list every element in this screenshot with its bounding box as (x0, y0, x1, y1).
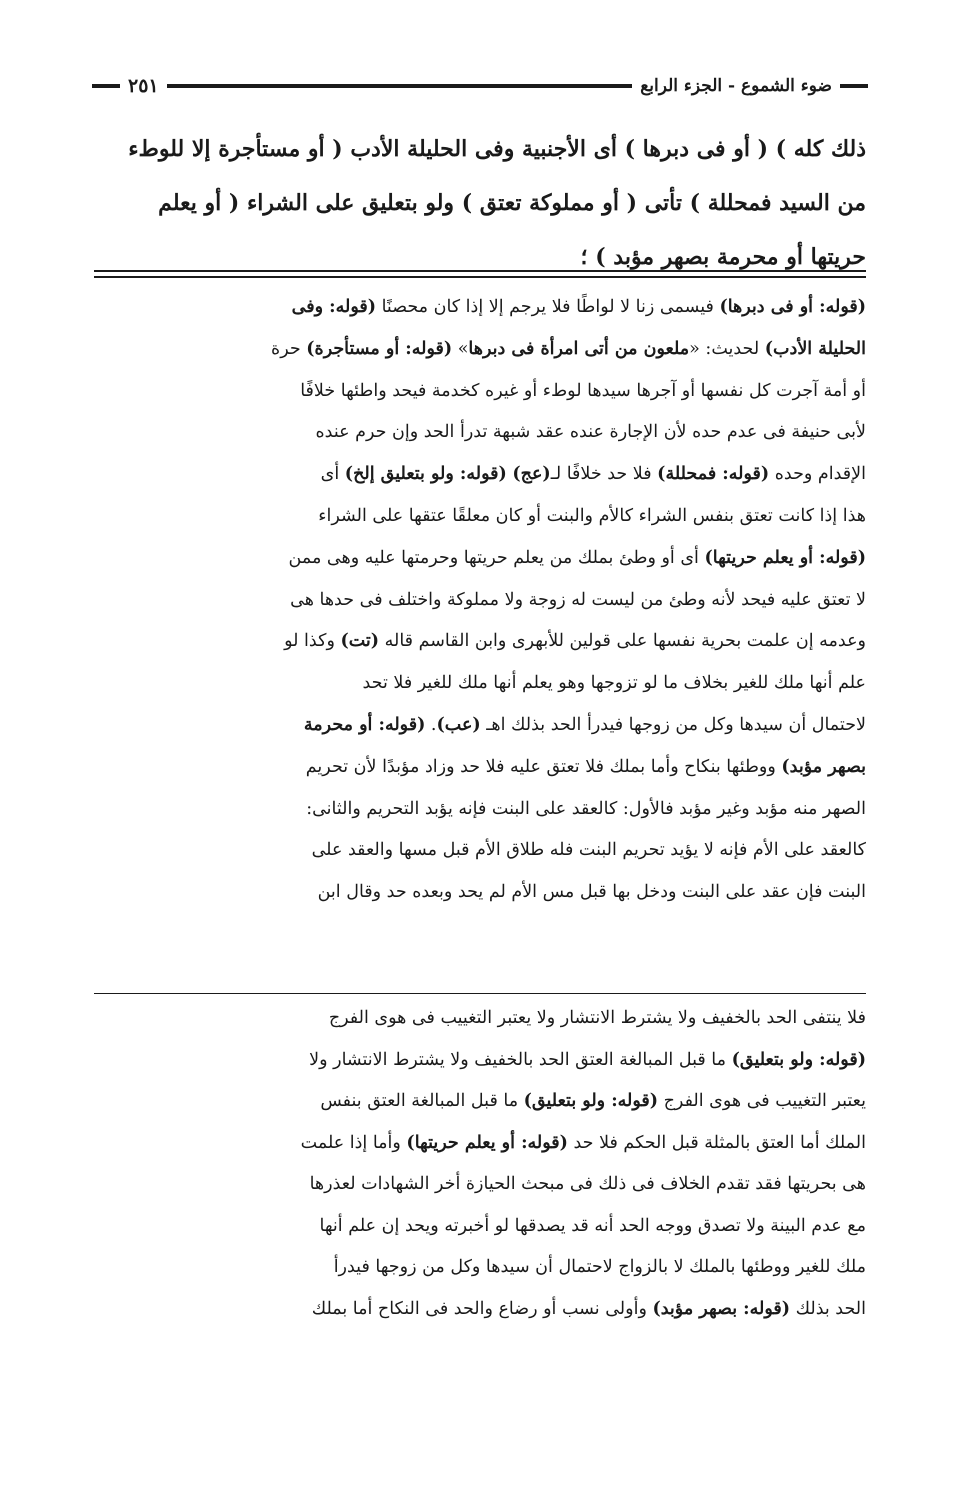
commentary-line (94, 371, 866, 413)
main-text (94, 122, 866, 284)
quote-marker: (قوله: وفى (291, 297, 377, 317)
main-text-line: ذلك كله ) ( أو فى دبرها ) أى الأجنبية وفى الحليلة الأدب ( أو مستأجرة إلا للوطء (128, 136, 866, 162)
text-run: وكذا لو (284, 631, 341, 652)
text-run: » (452, 338, 469, 359)
running-header (92, 70, 868, 102)
commentary-line (94, 329, 866, 371)
commentary-line (94, 872, 866, 914)
quote-marker: الحليلة الأدب) (764, 338, 866, 359)
commentary-line (94, 412, 866, 454)
quote-marker: (قوله: بصهر مؤبد) (652, 1298, 791, 1319)
commentary-line (94, 789, 866, 831)
footnote-line (94, 1247, 866, 1289)
text-run: كالعقد على الأم فإنه لا يؤيد تحريم البنت فله طلاق الأم قبل مسها والعقد على (311, 840, 866, 861)
running-title: ضوء الشموع - الجزء الرابع (640, 76, 832, 96)
quote-marker: (قوله: أو يعلم حريتها) (704, 547, 866, 568)
commentary (94, 287, 866, 914)
text-run: أو أمة آجرت كل نفسها أو آجرها سيدها لوطء أو غيره كخدمة فيحد واطئها خلافًا (300, 380, 866, 401)
commentary-line (94, 663, 866, 705)
quote-marker: (قوله: أو يعلم حريتها) (406, 1132, 568, 1153)
quote-marker: (قوله: أو مستأجرة) (306, 338, 453, 359)
footnote-line (94, 1123, 866, 1165)
header-dash-left (92, 84, 120, 88)
text-run: أى (320, 464, 345, 485)
footnote-gloss (94, 998, 866, 1330)
commentary-line (94, 580, 866, 622)
text-run: ما قبل المبالغة العتق الحد بالخفيف ولا يشترط الانتشار ولا (309, 1049, 732, 1070)
commentary-line (94, 747, 866, 789)
text-run: وأما إذا علمت (300, 1132, 407, 1153)
text-run: أى أو وطئ بملك من يعلم حريتها وحرمتها عليه وهى ممن (288, 547, 705, 568)
text-run: . (425, 714, 437, 735)
footnote-divider (94, 993, 866, 994)
quote-marker: (قوله: ولو بتعليق) (523, 1091, 659, 1111)
quote-marker: (عب) (436, 714, 481, 735)
commentary-line (94, 705, 866, 747)
header-dash-right (840, 84, 868, 88)
quote-marker: (قوله: أو محرمة (303, 714, 426, 735)
commentary-line (94, 454, 866, 496)
footnote-line (94, 1164, 866, 1206)
text-run: علم أنها ملك للغير بخلاف ما لو تزوجها وهو يعلم أنها ملك للغير فلا تحد (362, 673, 866, 694)
text-run: حرة (271, 338, 307, 359)
section-divider (94, 270, 866, 278)
text-run: لاحتمال أن سيدها وكل من زوجها فيدرأ الحد بذلك اهـ (480, 714, 866, 735)
header-rule (167, 84, 633, 88)
text-run: الصهر منه مؤبد وغير مؤبد فالأول: كالعقد على البنت فإنه يؤبد التحريم والثانى: (306, 798, 866, 819)
quote-marker: (تت) (340, 631, 380, 652)
footnote-line (94, 998, 866, 1040)
text-run: هذا إذا كانت تعتق بنفس الشراء كالأم والبنت أو كان معلقًا عتقها على الشراء (318, 505, 866, 526)
text-run: فلا ينتفى الحد بالخفيف ولا يشترط الانتشار ولا يعتبر التغييب فى هوى الفرج (328, 1008, 866, 1028)
footnote-line (94, 1040, 866, 1082)
page-number: ٢٥١ (128, 75, 159, 97)
commentary-line (94, 496, 866, 538)
footnote-line (94, 1289, 866, 1331)
commentary-line (94, 621, 866, 663)
text-run: مع عدم البينة ولا تصدق ووجه الحد أنه قد يصدقها لو أخبرته ويحد إن علم أنها (319, 1215, 866, 1236)
footnote-line (94, 1206, 866, 1248)
text-run: يعتبر التغييب فى هوى الفرج (658, 1091, 866, 1111)
quote-marker: (قوله: أو فى دبرها) (719, 297, 866, 317)
text-run: وعدمه إن علمت بحرية نفسها على قولين للأبهرى وابن القاسم قاله (379, 631, 866, 652)
text-run: ملك للغير ووطئها بالملك لا بالزواج لاحتمال أن سيدها وكل من زوجها فيدرأ (333, 1257, 866, 1277)
text-run: البنت فإن عقد على البنت ودخل بها قبل مس الأم لم يحد وبعده حد وقال ابن (317, 882, 866, 903)
text-run: ما قبل المبالغة العتق بنفس (320, 1091, 524, 1111)
quote-marker: (قوله: ولو بتعليق إلخ) (344, 464, 507, 485)
text-run: لا تعتق عليه فيحد لأنه وطئ من ليست له زوجة ولا مملوكة واختلف فى حدها هى (290, 589, 866, 610)
footnote-line (94, 1081, 866, 1123)
text-run: ووطئها بنكاح وأما بملك فلا تعتق عليه فلا حد وزاد مؤبدًا لأن تحريم (305, 756, 782, 777)
quote-marker: (عج) (512, 464, 551, 485)
text-run: لأبى حنيفة فى عدم حده لأن الإجارة عنده عقد شبهة تدرأ الحد وإن حرم عنده (315, 422, 866, 443)
commentary-line (94, 287, 866, 329)
quote-marker: (قوله: ولو بتعليق) (731, 1049, 866, 1070)
text-run: لحديث: « (689, 338, 765, 359)
text-run: فيسمى زنا لا لواطًا فلا يرجم إلا إذا كان محصنًا (376, 297, 720, 317)
quote-marker: (قوله: فمحللة) (657, 464, 770, 485)
text-run: هى بحريتها فقد تقدم الخلاف فى ذلك فى مبحث الحيازة أخر الشهادات لعذرها (309, 1174, 866, 1194)
quote-marker: بصهر مؤبد) (781, 756, 866, 777)
main-text-line: من السيد فمحللة ) تأتى ( أو مملوكة تعتق ) ولو بتعليق على الشراء ( أو يعلم (158, 190, 866, 216)
commentary-line (94, 830, 866, 872)
text-run: الملك أما العتق بالمثلة قبل الحكم فلا حد (567, 1132, 866, 1153)
commentary-line (94, 538, 866, 580)
main-text-line: حريتها أو محرمة بصهر مؤبد ) ؛ (580, 244, 866, 270)
text-run: الحد بذلك (790, 1298, 866, 1319)
text-run: فلا حد خلافًا لـ (550, 464, 658, 485)
text-run: وأولى نسب أو رضاع والحد فى النكاح أما بملك (311, 1298, 653, 1319)
quote-marker: ملعون من أتى امرأة فى دبرها (468, 338, 690, 359)
text-run: الإقدام وحده (769, 464, 866, 485)
